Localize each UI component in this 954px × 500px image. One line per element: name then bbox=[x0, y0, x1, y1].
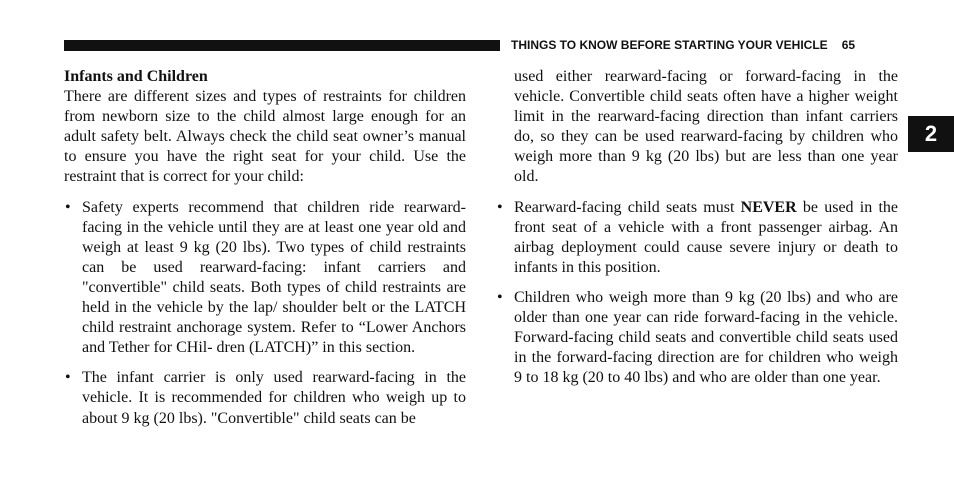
left-column bbox=[64, 67, 466, 429]
bullet-list bbox=[64, 198, 466, 429]
header-title: THINGS TO KNOW BEFORE STARTING YOUR VEHICLE bbox=[511, 38, 828, 52]
bullet-item: • Children who weigh more than 9 kg (20 lbs) and who are older than one year can ride forward-facing in the vehicle. Forward-facing child seats and convertible child seats used in the forward-facing direction are for children who weigh 9 to 18 kg (20 to 40 lbs) and who are older than one year. bbox=[496, 288, 898, 388]
bullet-text: be used in the front seat of a vehicle with a front passenger airbag. An airbag deployment could cause severe injury or death to infants in this position. bbox=[514, 198, 899, 276]
chapter-tab: 2 bbox=[908, 116, 954, 152]
header-rule bbox=[64, 40, 500, 51]
running-header bbox=[511, 37, 899, 53]
section-heading: Infants and Children bbox=[64, 68, 208, 85]
bullet-item: • Safety experts recommend that children ride rearward-facing in the vehicle until they are at least one year old and weigh at least 9 kg (20 lbs). Two types of child restraints can be used rearward-facing: infant carriers and "convertible" child seats. Both types of child restraints are held in the vehicle by the lap/ shoulder belt or the LATCH child restraint anchorage system. Refer to “Lower Anchors and Tether for CHil- dren (LATCH)” in this section. bbox=[64, 198, 466, 359]
intro-paragraph: There are different sizes and types of restraints for children from newborn size to the child almost large enough for an adult safety belt. Always check the child seat owner’s manual to ensure you have the right seat for your child. Use the restraint that is correct for your child: bbox=[64, 88, 466, 186]
bullet-text: Rearward-facing child seats must bbox=[514, 198, 741, 216]
page-number: 65 bbox=[841, 38, 856, 52]
bullet-list bbox=[496, 198, 898, 389]
bullet-item: • The infant carrier is only used rearward-facing in the vehicle. It is recommended for children who weigh up to about 9 kg (20 lbs). "Convertible" child seats can be bbox=[64, 368, 466, 428]
emphasis-never: NEVER bbox=[740, 198, 797, 216]
continued-paragraph: used either rearward-facing or forward-facing in the vehicle. Convertible child seats often have a higher weight limit in the rearward-facing direction than infant carriers do, so they can be used rearward-facing by children who weigh more than 9 kg (20 lbs) but are less than one year old. bbox=[514, 68, 898, 186]
right-column bbox=[496, 67, 898, 388]
bullet-item bbox=[496, 198, 898, 278]
